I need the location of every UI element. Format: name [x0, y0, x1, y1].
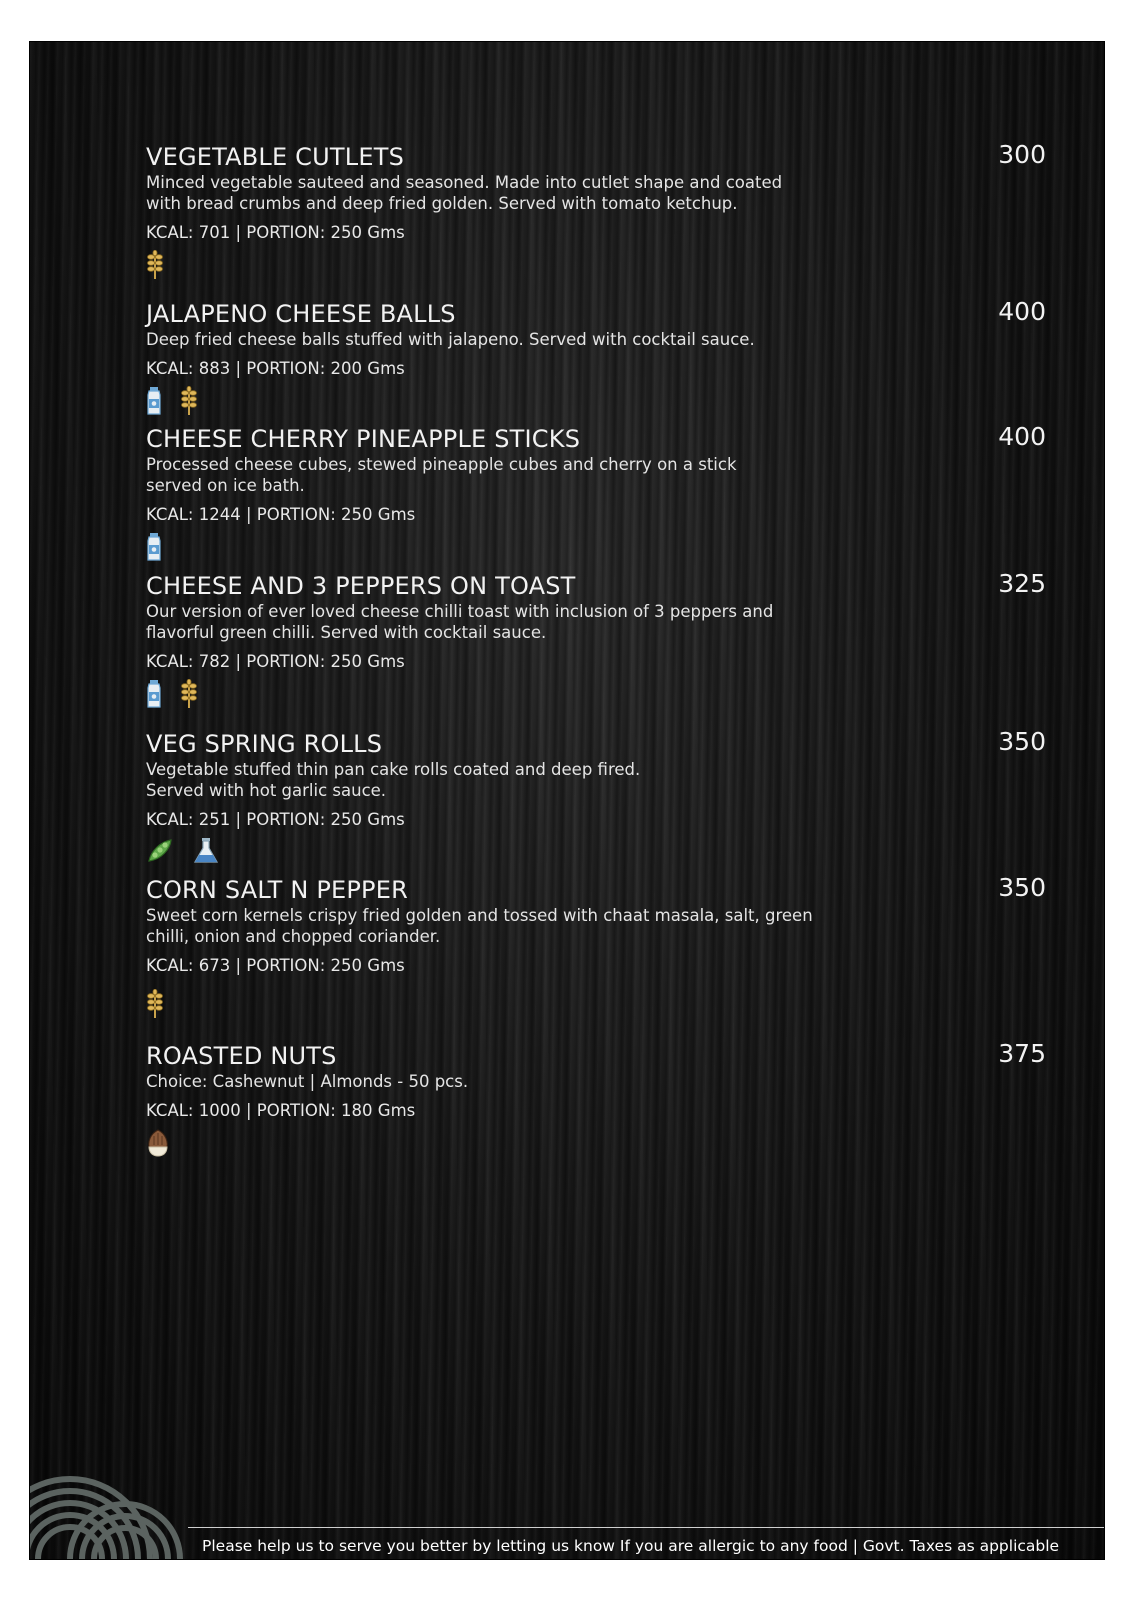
footer-divider: [188, 1527, 1105, 1528]
nut-icon: [146, 1128, 170, 1158]
item-nutrition: KCAL: 883 | PORTION: 200 Gms: [146, 359, 405, 378]
item-price: 350: [998, 727, 1046, 756]
wheat-icon: [146, 989, 164, 1019]
item-name: JALAPENO CHEESE BALLS: [146, 300, 456, 328]
item-price: 300: [998, 140, 1046, 169]
item-price: 325: [998, 569, 1046, 598]
menu-panel: [29, 41, 1105, 1560]
wheat-icon: [146, 250, 164, 280]
allergen-icons: [146, 989, 1046, 1021]
item-price: 350: [998, 873, 1046, 902]
allergen-icons: [146, 1128, 1046, 1160]
flask-icon: [192, 837, 220, 865]
menu-item: [146, 727, 1046, 869]
soy-icon: [146, 837, 174, 865]
item-nutrition: KCAL: 1000 | PORTION: 180 Gms: [146, 1101, 416, 1120]
allergen-icons: [146, 837, 1046, 869]
item-nutrition: KCAL: 251 | PORTION: 250 Gms: [146, 810, 405, 829]
menu-item: [146, 1039, 1046, 1160]
item-nutrition: KCAL: 673 | PORTION: 250 Gms: [146, 956, 405, 975]
item-nutrition: KCAL: 1244 | PORTION: 250 Gms: [146, 505, 416, 524]
item-description: Sweet corn kernels crispy fried golden and tossed with chaat masala, salt, green chilli, onion and chopped coriander.: [146, 906, 813, 946]
item-name: VEGETABLE CUTLETS: [146, 143, 405, 171]
menu-item: [146, 569, 1046, 711]
allergen-icons: [146, 386, 1046, 418]
allergen-icons: [146, 679, 1046, 711]
item-description: Vegetable stuffed thin pan cake rolls coated and deep fired. Served with hot garlic sauce.: [146, 760, 641, 800]
allergen-icons: [146, 532, 1046, 564]
item-name: CHEESE CHERRY PINEAPPLE STICKS: [146, 425, 581, 453]
item-name: ROASTED NUTS: [146, 1042, 337, 1070]
item-name: CORN SALT N PEPPER: [146, 876, 408, 904]
item-name: VEG SPRING ROLLS: [146, 730, 383, 758]
menu-item: [146, 297, 1046, 418]
item-description: Our version of ever loved cheese chilli toast with inclusion of 3 peppers and flavorful green chilli. Served with cocktail sauce.: [146, 602, 774, 642]
item-nutrition: KCAL: 701 | PORTION: 250 Gms: [146, 223, 405, 242]
item-description: Choice: Cashewnut | Almonds - 50 pcs.: [146, 1072, 469, 1091]
allergen-icons: [146, 250, 1046, 282]
wheat-icon: [180, 679, 198, 709]
menu-item: [146, 422, 1046, 564]
item-description: Minced vegetable sauteed and seasoned. Made into cutlet shape and coated with bread crumbs and deep fried golden. Served with tomato ketchup.: [146, 173, 783, 213]
item-price: 400: [998, 297, 1046, 326]
footer-note: Please help us to serve you better by letting us know If you are allergic to any food | Govt. Taxes as applicable: [202, 1537, 1060, 1555]
menu-item: [146, 140, 1046, 282]
milk-icon: [146, 679, 162, 709]
wheat-icon: [180, 386, 198, 416]
wave-pattern-decoration: [30, 1449, 190, 1559]
item-price: 400: [998, 422, 1046, 451]
item-description: Deep fried cheese balls stuffed with jalapeno. Served with cocktail sauce.: [146, 330, 755, 349]
milk-icon: [146, 386, 162, 416]
milk-icon: [146, 532, 162, 562]
item-name: CHEESE AND 3 PEPPERS ON TOAST: [146, 572, 576, 600]
item-price: 375: [998, 1039, 1046, 1068]
item-nutrition: KCAL: 782 | PORTION: 250 Gms: [146, 652, 405, 671]
menu-item: [146, 873, 1046, 1021]
item-description: Processed cheese cubes, stewed pineapple cubes and cherry on a stick served on ice bath.: [146, 455, 737, 495]
